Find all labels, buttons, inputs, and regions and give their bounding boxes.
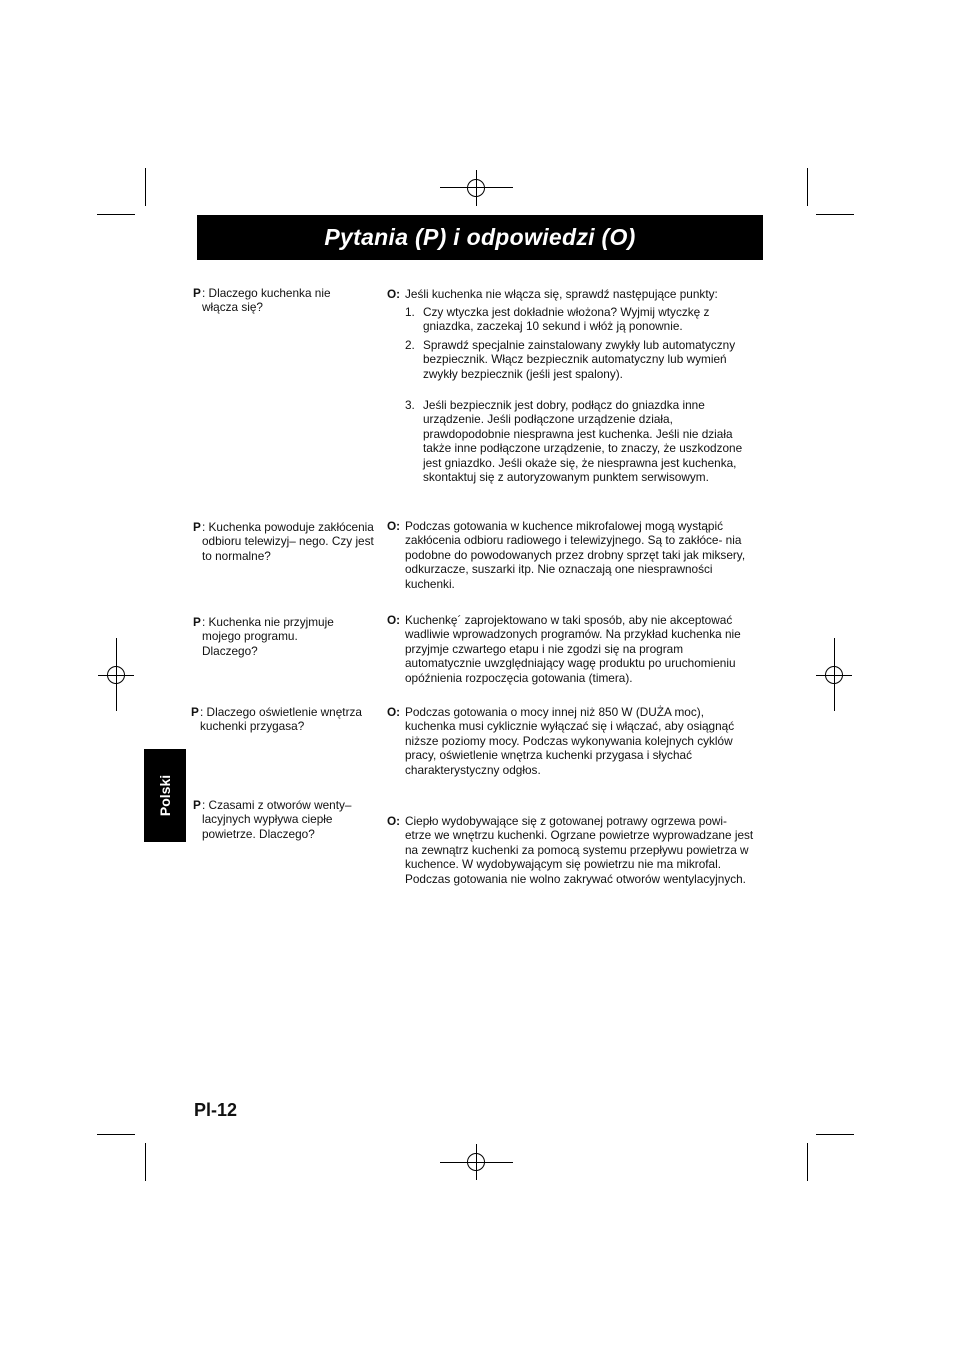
language-tab bbox=[144, 749, 186, 842]
page-title: Pytania (P) i odpowiedzi (O) bbox=[324, 224, 636, 250]
item-text: Sprawdź specjalnie zainstalowany zwykły lub automatyczny bezpiecznik. Włącz bezpiecznik automatyczny lub wymień zwykły bezpiecznik (jeśli jest spalony). bbox=[423, 338, 736, 381]
question-label: P bbox=[193, 615, 201, 629]
answer-text: Jeśli kuchenka nie włącza się, sprawdź następujące punkty: bbox=[405, 287, 718, 301]
page-number: Pl-12 bbox=[194, 1100, 238, 1120]
answer-label: O: bbox=[387, 613, 401, 627]
answer-label: O: bbox=[387, 705, 401, 719]
title-banner bbox=[197, 215, 763, 260]
answer-label: O: bbox=[387, 519, 401, 533]
answer-text: Kuchenkę´ zaprojektowano w taki sposób, aby nie akceptować wadliwie wprowadzonych programów. Na przykład kuchenka nie przyjmje czwartego etapu i nie zgodzi się na program automatycznie uwzględniający wagę produktu po uruchomieniu opóźnienia rozpoczęcia gotowania (timera). bbox=[405, 613, 741, 685]
question-label: P bbox=[193, 520, 201, 534]
question-label: P bbox=[191, 705, 199, 719]
answer-text: Ciepło wydobywające się z gotowanej potrawy ogrzewa powi- etrze we wnętrzu kuchenki. Ogrzane powietrze wyprowadzane jest na zewnątrz kuchenki za pomocą systemu przepływu powietrza w kuchence. W wydobywającym się powietrzu nie ma mikrofal. Podczas gotowania nie wolno zakrywać otworów wentylacyjnych. bbox=[405, 814, 754, 886]
question-text: : Czasami z otworów wenty– lacyjnych wypływa ciepłe powietrze. Dlaczego? bbox=[202, 798, 352, 841]
item-number: 3. bbox=[405, 398, 415, 412]
item-text: Czy wtyczka jest dokładnie włożona? Wyjmij wtyczkę z gniazdka, zaczekaj 10 sekund i włóż ją ponownie. bbox=[423, 305, 710, 334]
language-tab-label: Polski bbox=[157, 774, 173, 817]
item-text: Jeśli bezpiecznik jest dobry, podłącz do gniazdka inne urządzenie. Jeśli podłączone urządzenie działa, prawdopodobnie niesprawna jest kuchenka. Jeśli nie działa także inne podłączone urządzenie, to znaczy, że uszkodzone jest gniazdko. Jeśli okaże się, że niesprawna jest kuchenka, skontaktuj się z autoryzowanym punktem serwisowym. bbox=[423, 398, 743, 485]
question-label: P bbox=[193, 798, 201, 812]
question-text: : Dlaczego kuchenka nie włącza się? bbox=[202, 286, 331, 315]
item-number: 2. bbox=[405, 338, 415, 352]
item-number: 1. bbox=[405, 305, 415, 319]
answer-text: Podczas gotowania w kuchence mikrofalowej mogą wystąpić zakłócenia odbioru radiowego i telewizyjnego. Są to zakłóce- nia podobne do powodowanych przez drobny sprzęt taki jak miksery, odkurzacze, suszarki itp. Nie oznaczają one niesprawności kuchenki. bbox=[405, 519, 746, 591]
answer-text: Podczas gotowania o mocy innej niż 850 W (DUŻA moc), kuchenka musi cyklicznie wyłączać się i włączać, aby osiągnąć niższe poziomy mocy. Podczas wykonywania kolejnych cyklów pracy, oświetlenie wnętrza kuchenki przygasa i słychać charakterystyczny odgłos. bbox=[405, 705, 735, 777]
answer-label: O: bbox=[387, 814, 401, 828]
question-text: : Dlaczego oświetlenie wnętrza kuchenki przygasa? bbox=[200, 705, 362, 734]
question-text: : Kuchenka nie przyjmuje mojego programu. Dlaczego? bbox=[202, 615, 334, 658]
question-label: P bbox=[193, 286, 201, 300]
answer-label: O: bbox=[387, 287, 401, 301]
question-text: : Kuchenka powoduje zakłócenia odbioru telewizyj– nego. Czy jest to normalne? bbox=[202, 520, 374, 563]
